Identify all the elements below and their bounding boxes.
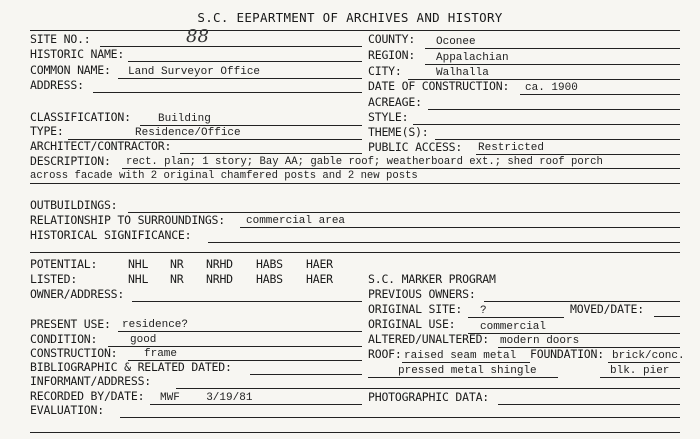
description-line-1 (122, 168, 680, 169)
roof-value-2: pressed metal shingle (398, 365, 537, 377)
significance-label: HISTORICAL SIGNIFICANCE: (30, 228, 192, 242)
bibliographic-label: BIBLIOGRAPHIC & RELATED DATED: (30, 360, 232, 374)
foundation-line-2 (600, 377, 680, 378)
roof-label: ROOF: (368, 347, 402, 361)
architect-line (180, 153, 362, 154)
address-line (93, 92, 362, 93)
classification-value: Building (158, 113, 211, 125)
city-value: Walhalla (436, 67, 489, 79)
owner-line (132, 301, 362, 302)
original-use-value: commercial (480, 321, 547, 333)
description-label: DESCRIPTION: (30, 154, 111, 168)
informant-label: INFORMANT/ADDRESS: (30, 374, 152, 388)
construction-value: frame (144, 348, 178, 360)
listed-haer: HAER (306, 272, 333, 286)
county-line (425, 48, 680, 49)
recorded-by-value: MWF 3/19/81 (160, 392, 253, 404)
architect-label: ARCHITECT/CONTRACTOR: (30, 139, 172, 153)
present-use-value: residence? (122, 319, 189, 331)
region-line (425, 64, 680, 65)
site-no-value: 88 (186, 26, 209, 47)
informant-line (176, 388, 680, 389)
recorded-by-label: RECORDED BY/DATE: (30, 389, 145, 403)
relationship-label: RELATIONSHIP TO SURROUNDINGS: (30, 213, 225, 227)
roof-line-1 (402, 362, 530, 363)
potential-nhl: NHL (128, 257, 149, 271)
date-of-construction-value: ca. 1900 (525, 82, 578, 94)
present-use-line (118, 331, 362, 332)
potential-haer: HAER (306, 257, 333, 271)
recorded-by-line (150, 404, 362, 405)
altered-label: ALTERED/UNALTERED: (368, 332, 490, 346)
classification-line (140, 125, 362, 126)
description-text-2: across facade with 2 original chamfered posts and 2 new posts (30, 170, 418, 182)
relationship-line (240, 227, 680, 228)
owner-label: OWNER/ADDRESS: (30, 287, 125, 301)
condition-value: good (130, 334, 157, 346)
potential-habs: HABS (256, 257, 283, 271)
county-value: Oconee (436, 36, 476, 48)
common-name-line (118, 78, 362, 79)
listed-label: LISTED: (30, 272, 78, 286)
divider (30, 30, 680, 31)
type-value: Residence/Office (135, 127, 241, 139)
public-access-line (476, 154, 680, 155)
condition-label: CONDITION: (30, 332, 98, 346)
common-name-label: COMMON NAME: (30, 63, 111, 77)
description-line-2 (30, 183, 680, 184)
outbuildings-label: OUTBUILDINGS: (30, 198, 118, 212)
foundation-value-1: brick/conc. (612, 350, 685, 362)
date-of-construction-label: DATE OF CONSTRUCTION: (368, 79, 510, 93)
photographic-data-line (498, 404, 680, 405)
moved-date-label: MOVED/DATE: (570, 302, 644, 316)
region-value: Appalachian (436, 52, 509, 64)
site-no-line (100, 46, 362, 47)
photographic-data-label: PHOTOGRAPHIC DATA: (368, 390, 490, 404)
listed-nrhd: NRHD (206, 272, 233, 286)
moved-date-line (654, 316, 680, 317)
evaluation-line-2 (30, 432, 680, 433)
foundation-label: FOUNDATION: (530, 347, 604, 361)
original-use-label: ORIGINAL USE: (368, 317, 456, 331)
altered-value: modern doors (500, 335, 580, 347)
region-label: REGION: (368, 48, 416, 62)
themes-line (435, 139, 680, 140)
present-use-label: PRESENT USE: (30, 317, 111, 331)
public-access-value: Restricted (478, 142, 545, 154)
construction-label: CONSTRUCTION: (30, 346, 118, 360)
historic-name-label: HISTORIC NAME: (30, 47, 125, 61)
original-site-label: ORIGINAL SITE: (368, 302, 463, 316)
significance-line (208, 242, 680, 243)
roof-line-2 (368, 377, 558, 378)
divider (30, 252, 680, 253)
themes-label: THEME(S): (368, 125, 429, 139)
date-line (520, 94, 680, 95)
roof-value-1: raised seam metal (404, 350, 517, 362)
listed-nhl: NHL (128, 272, 149, 286)
evaluation-label: EVALUATION: (30, 403, 104, 417)
classification-label: CLASSIFICATION: (30, 110, 131, 124)
acreage-label: ACREAGE: (368, 95, 422, 109)
potential-label: POTENTIAL: (30, 257, 98, 271)
style-label: STYLE: (368, 110, 409, 124)
common-name-value: Land Surveyor Office (128, 66, 261, 78)
address-label: ADDRESS: (30, 78, 84, 92)
potential-nr: NR (170, 257, 184, 271)
acreage-line (428, 109, 680, 110)
form-title: S.C. EEPARTMENT OF ARCHIVES AND HISTORY (197, 10, 503, 25)
relationship-value: commercial area (246, 215, 346, 227)
county-label: COUNTY: (368, 32, 416, 46)
marker-program-label: S.C. MARKER PROGRAM (368, 272, 496, 286)
previous-owners-label: PREVIOUS OWNERS: (368, 287, 476, 301)
style-line (413, 124, 680, 125)
original-site-value: ? (480, 305, 487, 317)
original-site-line (468, 317, 564, 318)
foundation-value-2: blk. pier (610, 365, 670, 377)
condition-line (108, 346, 362, 347)
evaluation-line (120, 417, 680, 418)
listed-nr: NR (170, 272, 184, 286)
city-label: CITY: (368, 64, 402, 78)
listed-habs: HABS (256, 272, 283, 286)
bibliographic-line (250, 374, 362, 375)
foundation-line-1 (608, 362, 680, 363)
original-use-line (468, 333, 680, 334)
public-access-label: PUBLIC ACCESS: (368, 140, 463, 154)
historic-name-line (128, 61, 362, 62)
type-label: TYPE: (30, 124, 64, 138)
description-text-1: rect. plan; 1 story; Bay AA; gable roof; weatherboard ext.; shed roof porch (126, 156, 603, 168)
site-no-label: SITE NO.: (30, 32, 91, 46)
potential-nrhd: NRHD (206, 257, 233, 271)
